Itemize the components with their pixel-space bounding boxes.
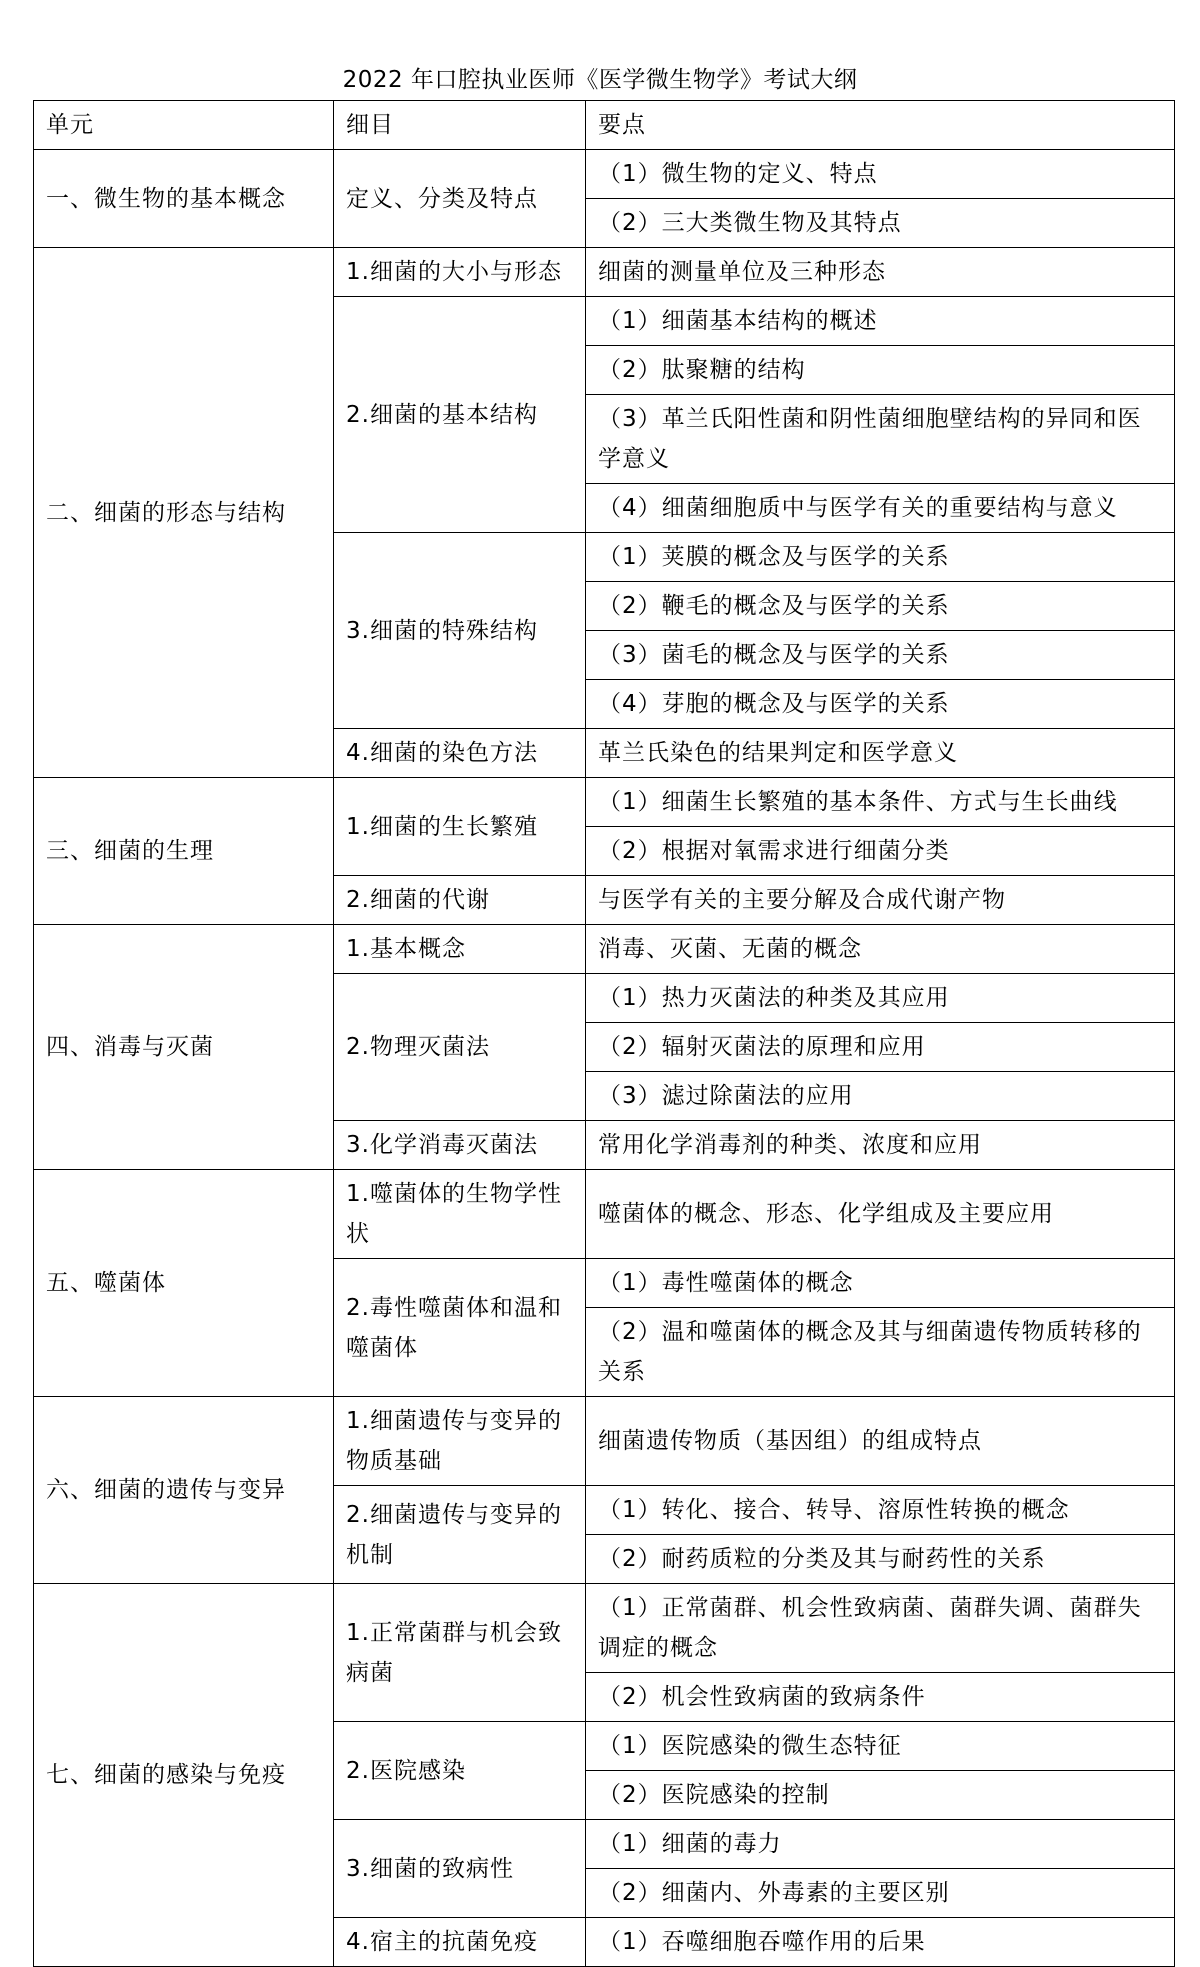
item-cell: 2.物理灭菌法 [334,974,586,1121]
point-cell: （1）医院感染的微生态特征 [586,1722,1175,1771]
point-cell: （1）微生物的定义、特点 [586,150,1175,199]
point-cell: 细菌遗传物质（基因组）的组成特点 [586,1397,1175,1486]
unit-cell: 一、微生物的基本概念 [34,150,334,248]
syllabus-table-body [34,101,1175,1967]
header-points: 要点 [586,101,1175,150]
header-item: 细目 [334,101,586,150]
item-cell: 1.细菌的大小与形态 [334,248,586,297]
item-cell: 3.细菌的致病性 [334,1820,586,1918]
item-cell: 1.细菌遗传与变异的物质基础 [334,1397,586,1486]
table-row [34,150,1175,199]
item-cell: 2.细菌遗传与变异的机制 [334,1486,586,1584]
point-cell: （2）辐射灭菌法的原理和应用 [586,1023,1175,1072]
item-cell: 4.细菌的染色方法 [334,729,586,778]
item-cell: 1.噬菌体的生物学性状 [334,1170,586,1259]
syllabus-table [33,100,1175,1967]
point-cell: （1）荚膜的概念及与医学的关系 [586,533,1175,582]
point-cell: （1）细菌基本结构的概述 [586,297,1175,346]
point-cell: （1）吞噬细胞吞噬作用的后果 [586,1918,1175,1967]
unit-cell: 三、细菌的生理 [34,778,334,925]
point-cell: （4）细菌细胞质中与医学有关的重要结构与意义 [586,484,1175,533]
point-cell: （2）肽聚糖的结构 [586,346,1175,395]
point-cell: （1）热力灭菌法的种类及其应用 [586,974,1175,1023]
table-row [34,778,1175,827]
point-cell: 消毒、灭菌、无菌的概念 [586,925,1175,974]
table-row [34,1170,1175,1259]
point-cell: （2）鞭毛的概念及与医学的关系 [586,582,1175,631]
unit-cell: 七、细菌的感染与免疫 [34,1584,334,1967]
table-row [34,248,1175,297]
table-row [34,1397,1175,1486]
point-cell: （2）细菌内、外毒素的主要区别 [586,1869,1175,1918]
unit-cell: 二、细菌的形态与结构 [34,248,334,778]
table-header-row [34,101,1175,150]
point-cell: （2）根据对氧需求进行细菌分类 [586,827,1175,876]
document-title: 2022 年口腔执业医师《医学微生物学》考试大纲 [342,67,858,93]
item-cell: 2.细菌的基本结构 [334,297,586,533]
item-cell: 1.细菌的生长繁殖 [334,778,586,876]
point-cell: （1）正常菌群、机会性致病菌、菌群失调、菌群失调症的概念 [586,1584,1175,1673]
table-row [34,1584,1175,1673]
point-cell: （1）细菌的毒力 [586,1820,1175,1869]
unit-cell: 四、消毒与灭菌 [34,925,334,1170]
point-cell: 常用化学消毒剂的种类、浓度和应用 [586,1121,1175,1170]
point-cell: （2）医院感染的控制 [586,1771,1175,1820]
unit-cell: 六、细菌的遗传与变异 [34,1397,334,1584]
item-cell: 3.细菌的特殊结构 [334,533,586,729]
point-cell: （3）革兰氏阳性菌和阴性菌细胞壁结构的异同和医学意义 [586,395,1175,484]
table-row [34,925,1175,974]
item-cell: 定义、分类及特点 [334,150,586,248]
point-cell: （1）细菌生长繁殖的基本条件、方式与生长曲线 [586,778,1175,827]
item-cell: 2.毒性噬菌体和温和噬菌体 [334,1259,586,1397]
point-cell: 与医学有关的主要分解及合成代谢产物 [586,876,1175,925]
unit-cell: 五、噬菌体 [34,1170,334,1397]
item-cell: 2.细菌的代谢 [334,876,586,925]
point-cell: （1）毒性噬菌体的概念 [586,1259,1175,1308]
point-cell: （1）转化、接合、转导、溶原性转换的概念 [586,1486,1175,1535]
item-cell: 2.医院感染 [334,1722,586,1820]
point-cell: （2）温和噬菌体的概念及其与细菌遗传物质转移的关系 [586,1308,1175,1397]
point-cell: （3）滤过除菌法的应用 [586,1072,1175,1121]
item-cell: 1.正常菌群与机会致病菌 [334,1584,586,1722]
point-cell: （2）机会性致病菌的致病条件 [586,1673,1175,1722]
item-cell: 4.宿主的抗菌免疫 [334,1918,586,1967]
point-cell: （2）耐药质粒的分类及其与耐药性的关系 [586,1535,1175,1584]
point-cell: （3）菌毛的概念及与医学的关系 [586,631,1175,680]
header-unit: 单元 [34,101,334,150]
point-cell: 噬菌体的概念、形态、化学组成及主要应用 [586,1170,1175,1259]
point-cell: 革兰氏染色的结果判定和医学意义 [586,729,1175,778]
item-cell: 3.化学消毒灭菌法 [334,1121,586,1170]
point-cell: （4）芽胞的概念及与医学的关系 [586,680,1175,729]
point-cell: （2）三大类微生物及其特点 [586,199,1175,248]
point-cell: 细菌的测量单位及三种形态 [586,248,1175,297]
item-cell: 1.基本概念 [334,925,586,974]
